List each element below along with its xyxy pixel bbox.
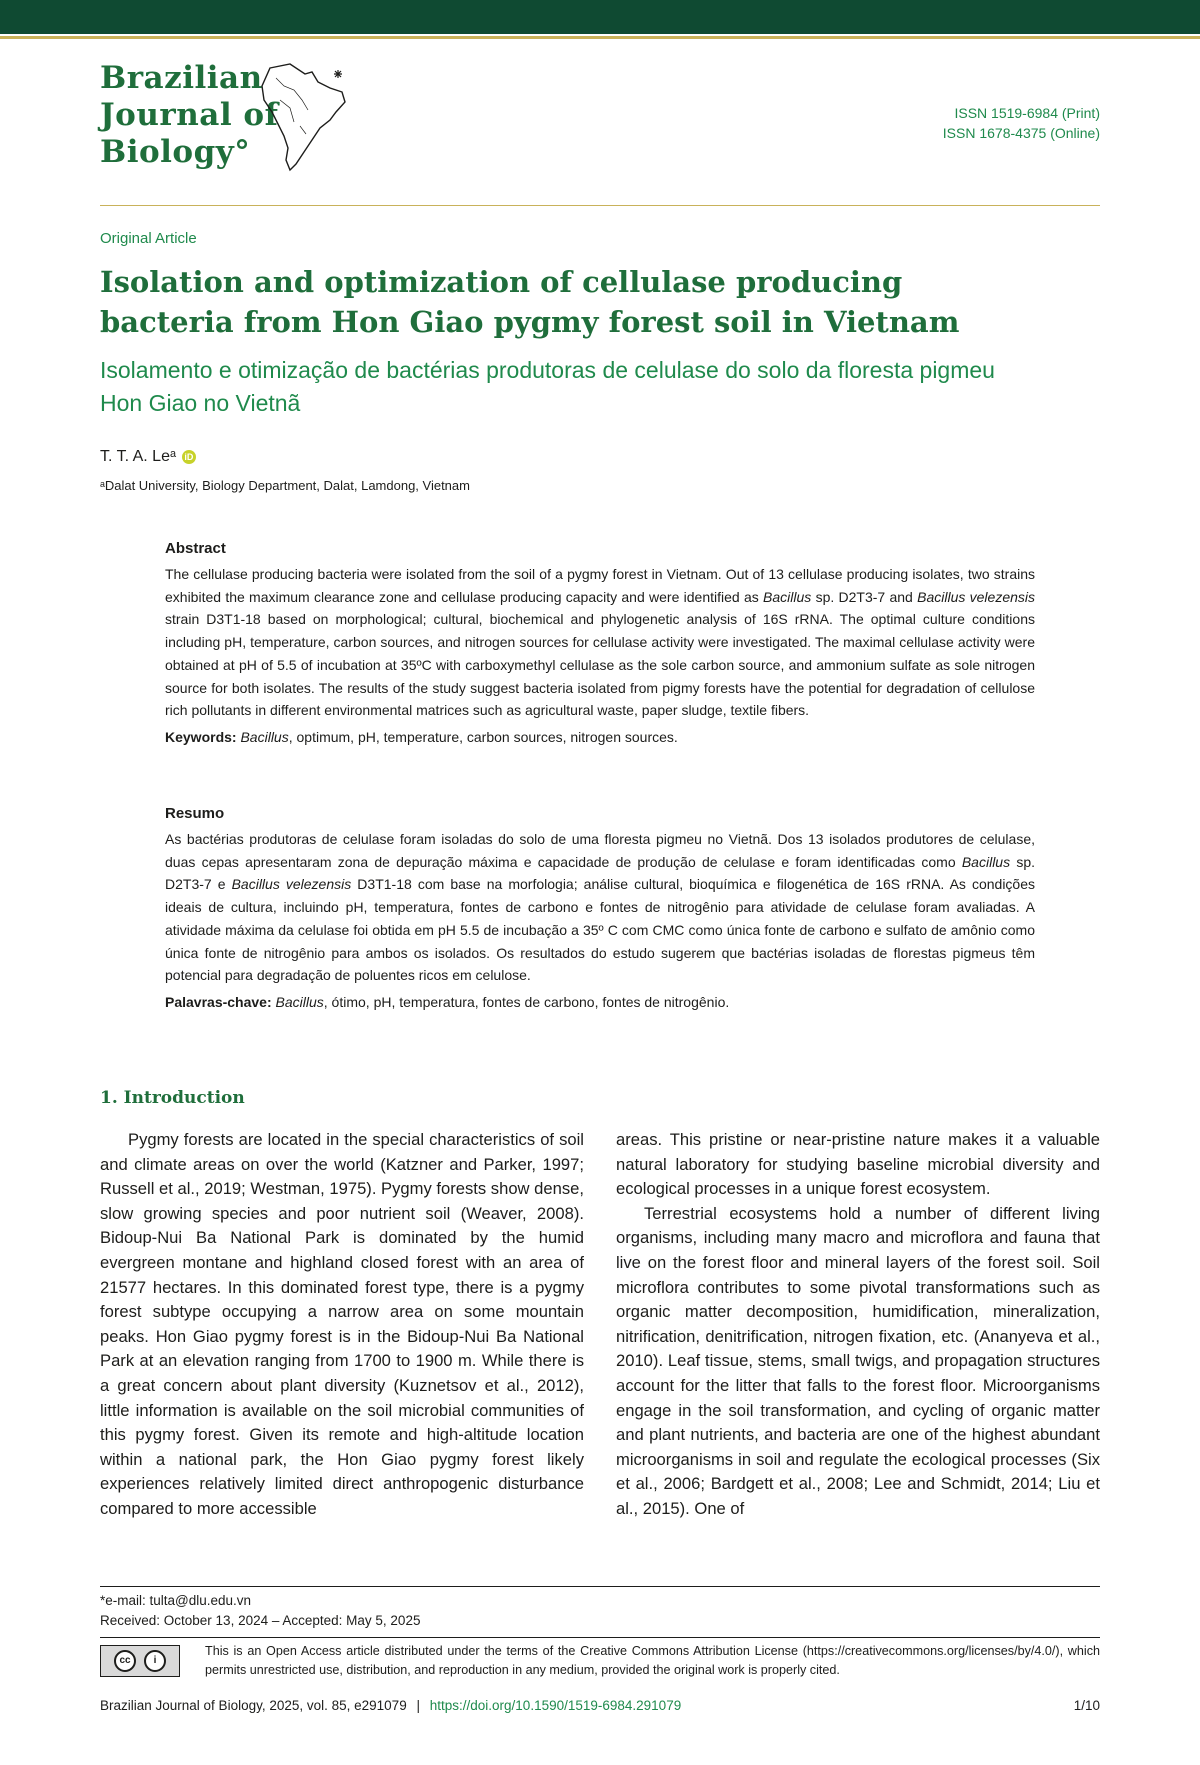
received-dates: Received: October 13, 2024 – Accepted: May 5, 2025 [100,1613,421,1628]
citation: Brazilian Journal of Biology, 2025, vol. 85, e291079 [100,1698,407,1713]
abstract-keywords [165,729,1035,745]
article-type: Original Article [100,230,197,247]
doi-link[interactable]: https://doi.org/10.1590/1519-6984.291079 [429,1698,682,1713]
top-gold-line [0,36,1200,39]
keywords-italic: Bacillus [240,728,289,745]
attribution-icon: i [144,1650,166,1672]
intro-paragraph-1: Pygmy forests are located in the special characteristics of soil and climate areas on over the world (Katzner and Parker, 1997; Russell et al., 2019; Westman, 1975). Pygmy forests show dense, slow growing species and poor nutrient soil (Weaver, 2008). Bidoup-Nui Ba National Park is dominated by the humid evergreen montane and highland closed forest with an area of 21577 hectares. In this dominated forest type, there is a pygmy forest subtype occupying a narrow area on some mountain peaks. Hon Giao pygmy forest is in the Bidoup-Nui Ba National Park at an elevation ranging from 1700 to 1900 m. While there is a great concern about plant diversity (Kuznetsov et al., 2012), little information is available on the soil microbial communities of this pygmy forest. Given its remote and high-altitude location within a national park, the Hon Giao pygmy forest likely experiences relatively limited direct anthropogenic disturbance compared to more accessible [100,1130,584,1518]
keywords-label: Keywords: [165,728,237,745]
journal-logo [100,60,370,180]
corresponding-email[interactable]: *e-mail: tulta@dlu.edu.vn [100,1593,252,1608]
keywords-rest: , optimum, pH, temperature, carbon sources, nitrogen sources. [288,728,678,745]
author-name: T. T. A. Leᵃ [100,448,176,465]
palavras-chave-label: Palavras-chave: [165,993,272,1010]
abstract-text-2: sp. D2T3-7 and [811,588,918,605]
footnote-divider [100,1586,1100,1587]
footer-separator: | [416,1698,420,1713]
page-number: 1/10 [1073,1698,1100,1713]
resumo-italic-1: Bacillus [961,853,1011,870]
author-line [100,448,196,466]
license-text: This is an Open Access article distributed under the terms of the Creative Commons Attribution License (https://creativecommons.org/licenses/by/4.0/), which permits unrestricted use, distribution, and reproduction in any medium, provided the original work is properly cited. [205,1644,1100,1677]
south-america-map-icon [250,60,365,175]
header-divider [100,205,1100,206]
palavras-chave-italic: Bacillus [275,993,324,1010]
resumo-heading: Resumo [165,805,225,822]
article-subtitle: Isolamento e otimização de bactérias produtoras de celulase do solo da floresta pigmeu Hon Giao no Vietnã [100,357,995,416]
cc-icon: cc [114,1650,136,1672]
abstract-heading: Abstract [165,540,226,557]
right-column [616,1128,1100,1522]
resumo-italic-2: Bacillus velezensis [231,876,352,893]
resumo-text-2: sp. D2T3-7 e [165,853,1035,893]
top-banner [0,0,1200,34]
resumo-section [165,805,1035,1010]
palavras-chave-rest: , ótimo, pH, temperatura, fontes de carbono, fontes de nitrogênio. [323,993,730,1010]
issn-online: ISSN 1678-4375 (Online) [942,125,1100,141]
abstract-text-3: strain D3T1-18 based on morphological; cultural, biochemical and phylogenetic analysis of 16S rRNA. The optimal culture conditions including pH, temperature, carbon sources, and nitrogen sources for cellulase activity were investigated. The maximal cellulase activity were obtained at pH of 5.5 of incubation at 35ºC with carboxymethyl cellulase as the sole carbon source, and ammonium sulfate as sole nitrogen source for both isolates. The results of the study suggest bacteria isolated from pigmy forests have the potential for degradation of cellulose rich pollutants in different environmental matrices such as agricultural waste, paper sludge, textile fibers. [165,611,1035,719]
page-footer [100,1698,1100,1713]
abstract-italic-2: Bacillus velezensis [917,588,1036,605]
resumo-text [165,828,1035,987]
intro-paragraph-2: Terrestrial ecosystems hold a number of different living organisms, including many macro and microflora and fauna that live on the forest floor and mineral layers of the forest soil. Soil microflora contributes to some pivotal transformations such as organic matter decomposition, humidification, mineralization, nitrification, denitrification, nitrogen fixation, etc. (Ananyeva et al., 2010). Leaf tissue, stems, small twigs, and propagation structures account for the litter that falls to the forest floor. Microorganisms engage in the soil transformation, and cycling of organic matter and plant nutrients, and bacteria are one of the highest abundant microorganisms in soil and regulate the ecological processes (Six et al., 2006; Bardgett et al., 2008; Lee and Schmidt, 2014; Liu et al., 2015). One of [616,1203,1100,1518]
left-column [100,1128,584,1522]
affiliation: ᵃDalat University, Biology Department, Dalat, Lamdong, Vietnam [100,478,470,493]
abstract-italic-1: Bacillus [763,588,812,605]
orcid-icon[interactable]: iD [182,450,196,464]
abstract-section [165,540,1035,745]
article-title: Isolation and optimization of cellulase producing bacteria from Hon Giao pygmy forest soil in Vietnam [100,265,960,339]
introduction-heading: 1. Introduction [100,1088,245,1108]
logo-line-2: Journal of [100,97,279,133]
resumo-text-3: D3T1-18 com base na morfologia; análise cultural, bioquímica e filogenética de 16S rRNA. As condições ideais de cultura, incluindo pH, temperatura, fontes de carbono e fontes de nitrogênio para atividade de celulase foram avaliadas. A atividade máxima da celulase foi obtida em pH 5.5 de incubação a 35º C com CMC como única fonte de carbono e sulfato de amônio como única fonte de nitrogênio para ambos os isolados. Os resultados do estudo sugerem que bactérias isoladas de florestas pigmeus têm potencial para degradação de poluentes ricos em celulose. [165,876,1036,984]
license-divider [100,1637,1100,1638]
citation-block [100,1698,681,1713]
abstract-text [165,563,1035,722]
issn-block [943,103,1100,143]
logo-line-3: Biology° [100,134,251,170]
intro-paragraph-continued: areas. This pristine or near-pristine nature makes it a valuable natural laboratory for studying baseline microbial diversity and ecological processes in a unique forest ecosystem. [616,1130,1100,1199]
abstract-text-1: The cellulase producing bacteria were isolated from the soil of a pygmy forest in Vietnam. Out of 13 cellulase producing isolates, two strains exhibited the maximum clearance zone and cellulase producing capacity and were identified as [165,566,1035,605]
resumo-text-1: As bactérias produtoras de celulase foram isoladas do solo de uma floresta pigmeu no Vietnã. Dos 13 isolados produtores de celulase, duas cepas apresentaram zona de depuração máxima e capacidade de produção de celulase e foram identificadas como [165,831,1035,870]
issn-print: ISSN 1519-6984 (Print) [954,105,1100,121]
cc-by-badge[interactable] [100,1645,180,1677]
resumo-keywords [165,994,1035,1010]
logo-line-1: Brazilian [100,60,263,96]
